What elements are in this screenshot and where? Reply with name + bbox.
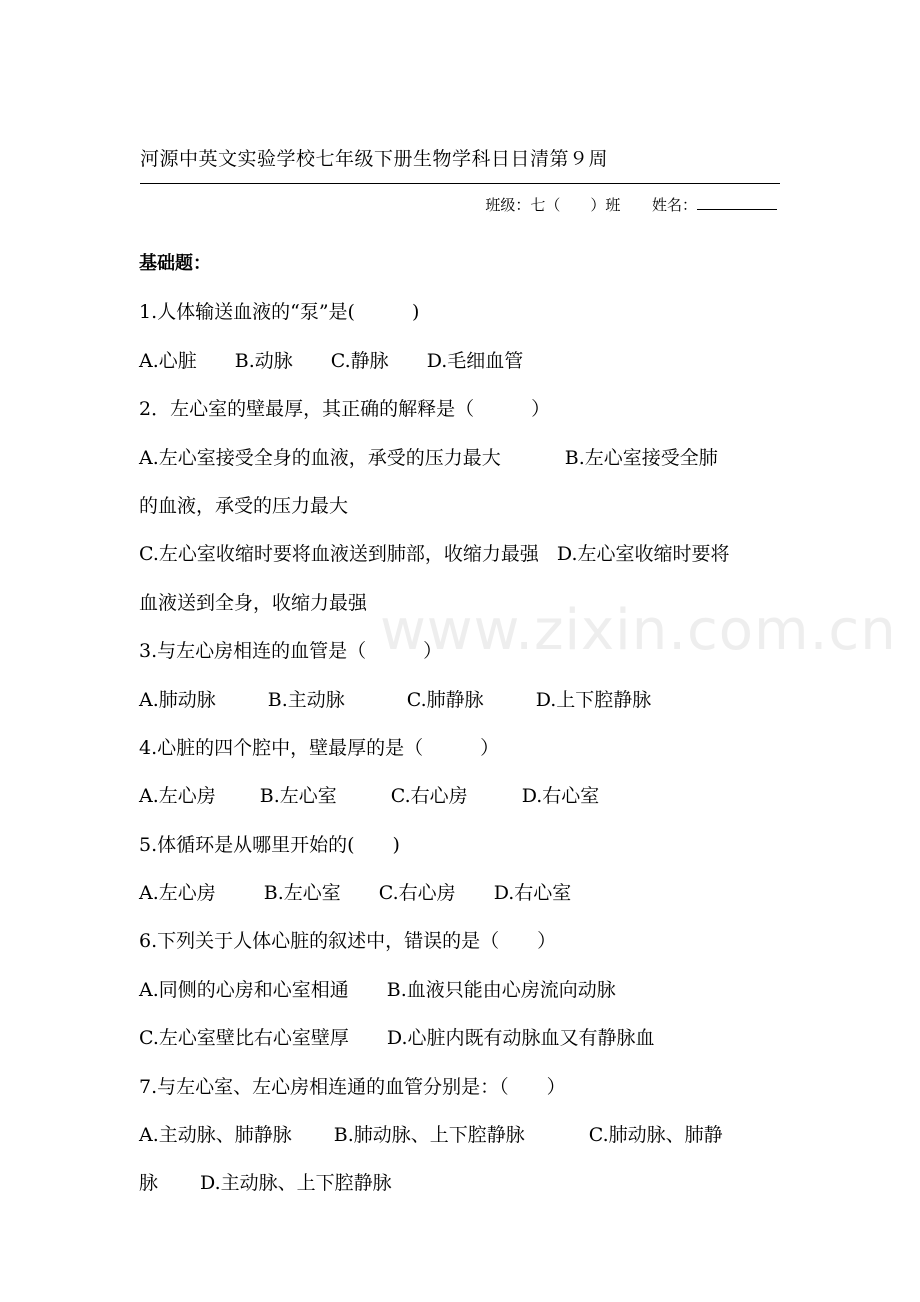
option-row xyxy=(139,434,789,482)
question-stem: 6.下列关于人体心脏的叙述中，错误的是（ ） xyxy=(139,930,557,953)
option: C.左心室收缩时要将血液送到肺部，收缩力最强 xyxy=(139,543,539,566)
option: A.左心室接受全身的血液，承受的压力最大 xyxy=(139,446,501,469)
option: B.左心室 xyxy=(259,785,337,808)
option: C.肺动脉、肺静 xyxy=(588,1124,723,1147)
option: A.主动脉、肺静脉 xyxy=(139,1124,292,1147)
question-stem: 4.心脏的四个腔中，壁最厚的是（ ） xyxy=(139,736,500,759)
option: A.左心房 xyxy=(139,785,216,808)
question-list xyxy=(139,240,789,1208)
option-row-continued: 的血液，承受的压力最大 xyxy=(139,494,349,517)
question-stem: 1.人体输送血液的“泵”是( ) xyxy=(139,301,420,324)
question-stem: 5.体循环是从哪里开始的( ) xyxy=(139,833,400,856)
option: B.血液只能由心房流向动脉 xyxy=(386,978,616,1001)
watermark-text: www.zixin.com.cn xyxy=(380,598,897,663)
option: A.同侧的心房和心室相通 xyxy=(139,978,349,1001)
name-blank xyxy=(697,195,777,210)
option: B.主动脉 xyxy=(267,688,345,711)
option-row xyxy=(139,869,789,917)
option-row xyxy=(139,772,789,820)
option: A.左心房 xyxy=(139,882,216,905)
option: D.左心室收缩时要将 xyxy=(556,543,730,566)
option: D.右心室 xyxy=(521,785,600,808)
option: C.右心房 xyxy=(390,785,468,808)
option: D.右心室 xyxy=(493,882,572,905)
option-row xyxy=(139,1014,789,1062)
option: C.静脉 xyxy=(330,349,389,372)
question-stem: 7.与左心室、左心房相连通的血管分别是：（ ） xyxy=(139,1075,566,1098)
option: C.肺静脉 xyxy=(406,688,484,711)
option-row-continued: 脉 D.主动脉、上下腔静脉 xyxy=(139,1159,789,1207)
option-row xyxy=(139,676,789,724)
page-title: 河源中英文实验学校七年级下册生物学科日日清第９周 xyxy=(140,148,609,170)
option: B.动脉 xyxy=(234,349,293,372)
option-row xyxy=(139,530,789,578)
option: A.肺动脉 xyxy=(139,688,216,711)
option: B.左心室接受全肺 xyxy=(564,446,718,469)
class-label: 班级：七（ ）班 xyxy=(485,196,621,214)
option: C.左心室壁比右心室壁厚 xyxy=(139,1027,349,1050)
option-row xyxy=(139,1111,789,1159)
name-label: 姓名： xyxy=(651,196,697,214)
option-row-continued: 血液送到全身，收缩力最强 xyxy=(139,591,368,614)
class-name-line xyxy=(485,194,777,215)
option: A.心脏 xyxy=(139,349,197,372)
option: B.左心室 xyxy=(263,882,341,905)
question-stem: 2．左心室的壁最厚，其正确的解释是（ ） xyxy=(139,398,551,421)
option: D.主动脉、上下腔静脉 xyxy=(200,1172,392,1195)
option: D.毛细血管 xyxy=(426,349,524,372)
option: C.右心房 xyxy=(378,882,456,905)
section-title: 基础题： xyxy=(139,253,211,274)
option: B.肺动脉、上下腔静脉 xyxy=(333,1124,525,1147)
header-rule xyxy=(140,183,780,184)
option-row xyxy=(139,337,789,385)
option-row xyxy=(139,966,789,1014)
question-stem: 3.与左心房相连的血管是（ ） xyxy=(139,640,443,663)
option: D.上下腔静脉 xyxy=(535,688,652,711)
option: D.心脏内既有动脉血又有静脉血 xyxy=(386,1027,655,1050)
